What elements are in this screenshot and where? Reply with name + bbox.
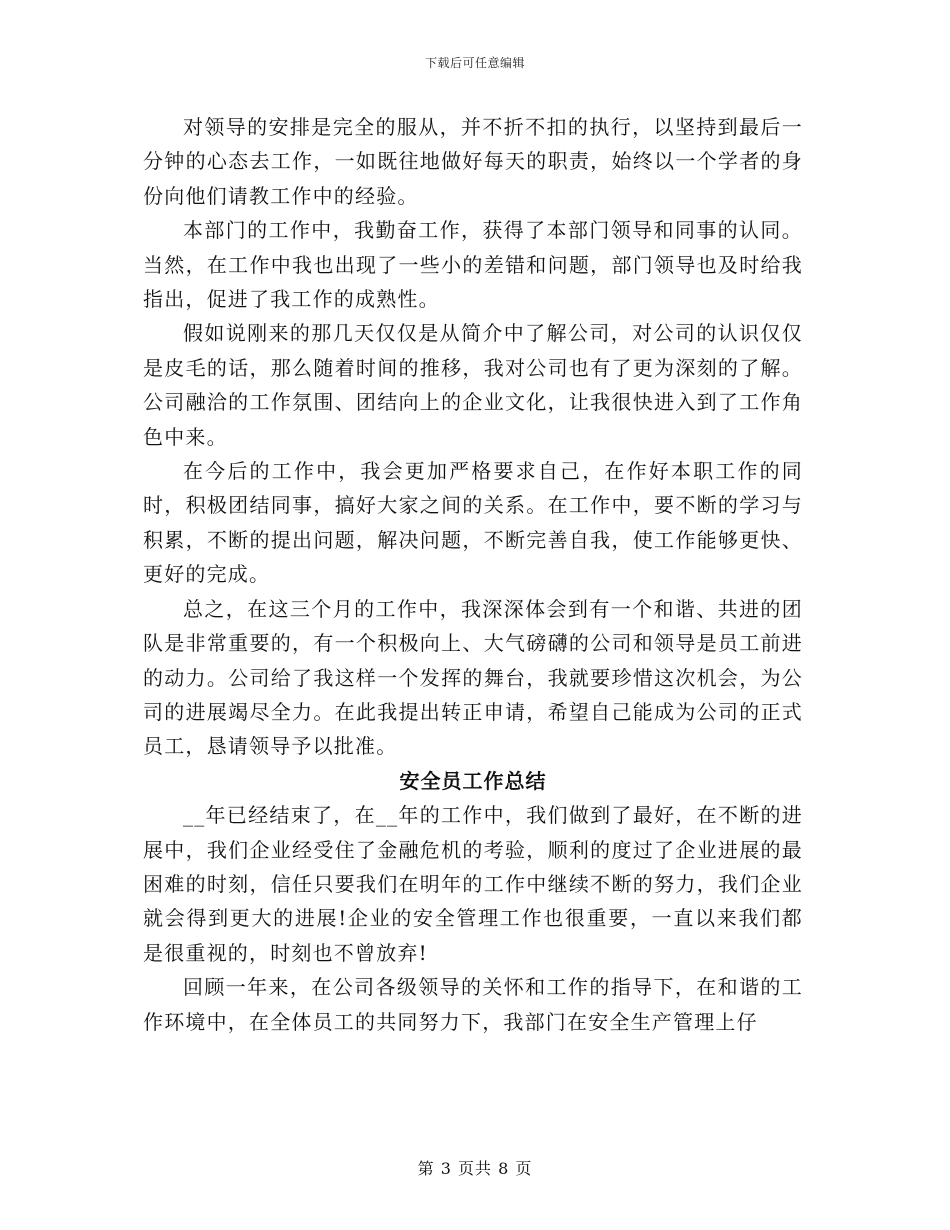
page-number: 第 3 页共 8 页 — [417, 1159, 533, 1178]
header-note: 下载后可任意编辑 — [424, 56, 525, 70]
paragraph: __年已经结束了，在__年的工作中，我们做到了最好，在不断的进展中，我们企业经受住了金融危机的考验，顺利的度过了企业进展的最困难的时刻，信任只要我们在明年的工作中继续不断的努力，我们企业就会得到更大的进展!企业的安全管理工作也很重要，一直以来我们都是很重视的，时刻也不曾放弃! — [143, 803, 803, 965]
paragraph: 在今后的工作中，我会更加严格要求自己，在作好本职工作的同时，积极团结同事，搞好大家之间的关系。在工作中，要不断的学习与积累，不断的提出问题，解决问题，不断完善自我，使工作能够更快、更好的完成。 — [143, 459, 803, 587]
paragraph: 回顾一年来，在公司各级领导的关怀和工作的指导下，在和谐的工作环境中，在全体员工的共同努力下，我部门在安全生产管理上仔 — [143, 975, 803, 1034]
paragraph: 本部门的工作中，我勤奋工作，获得了本部门领导和同事的认同。当然，在工作中我也出现了一些小的差错和问题，部门领导也及时给我指出，促进了我工作的成熟性。 — [143, 218, 803, 312]
paragraph: 假如说刚来的那几天仅仅是从简介中了解公司，对公司的认识仅仅是皮毛的话，那么随着时间的推移，我对公司也有了更为深刻的了解。公司融洽的工作氛围、团结向上的企业文化，让我很快进入到了工作角色中来。 — [143, 321, 803, 449]
section-title: 安全员工作总结 — [399, 768, 547, 793]
document-body — [143, 110, 803, 1039]
paragraph: 总之，在这三个月的工作中，我深深体会到有一个和谐、共进的团队是非常重要的，有一个积极向上、大气磅礴的公司和领导是员工前进的动力。公司给了我这样一个发挥的舞台，我就要珍惜这次机会，为公司的进展竭尽全力。在此我提出转正申请，希望自己能成为公司的正式员工，恳请领导予以批准。 — [143, 596, 803, 759]
paragraph: 对领导的安排是完全的服从，并不折不扣的执行，以坚持到最后一分钟的心态去工作，一如既往地做好每天的职责，始终以一个学者的身份向他们请教工作中的经验。 — [143, 115, 803, 208]
